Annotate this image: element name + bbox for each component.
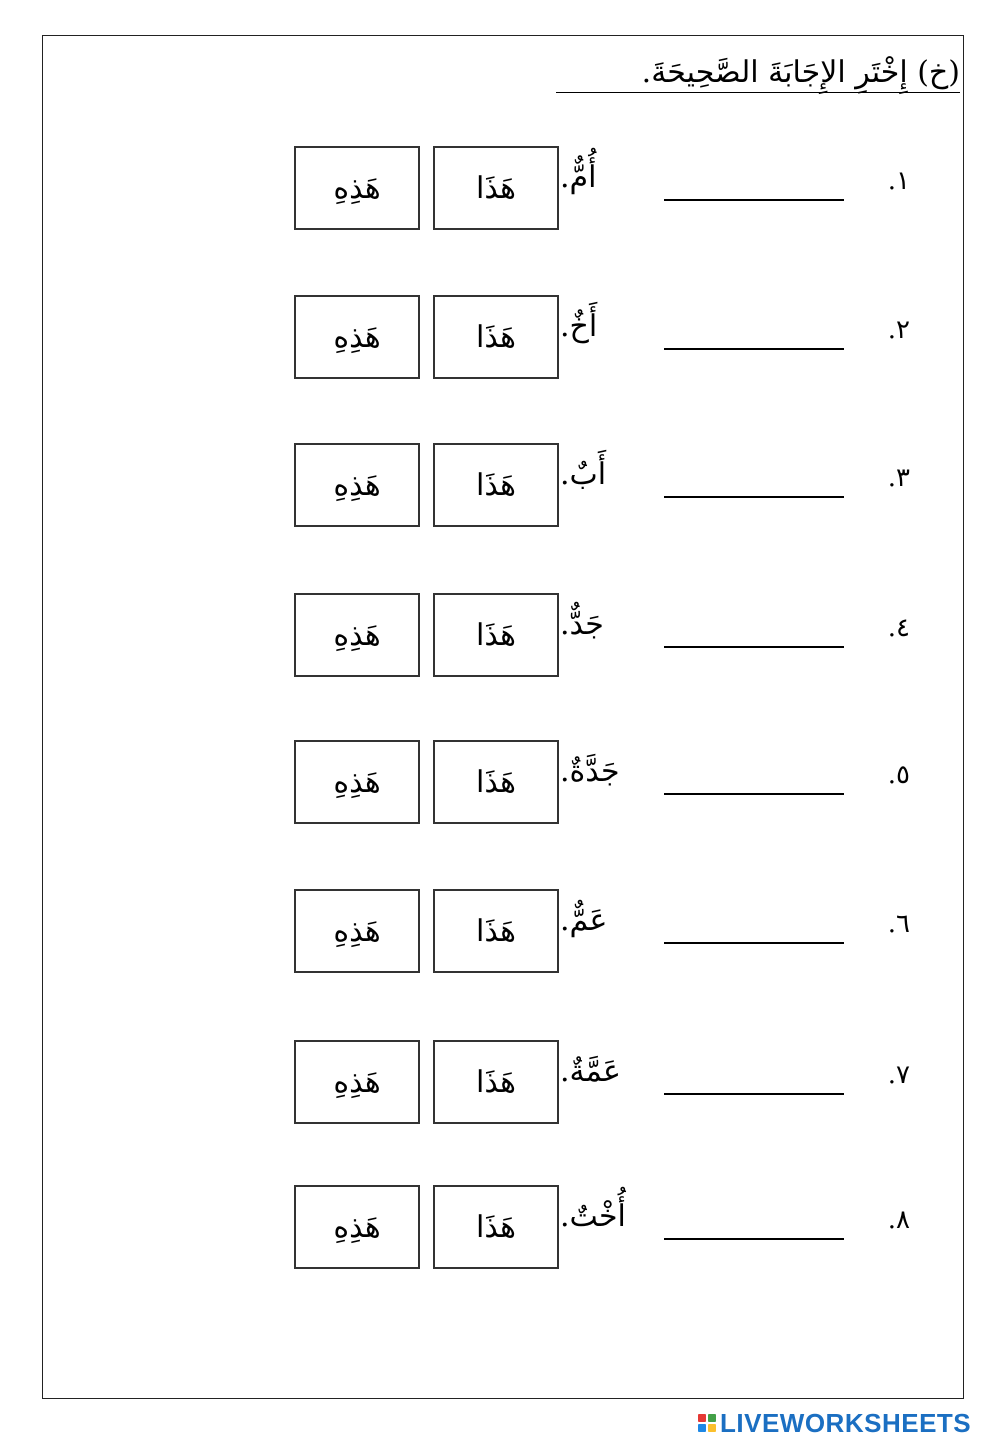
question-row-4: [0, 593, 1000, 679]
answer-blank: [664, 348, 844, 350]
question-word: جَدَّةٌ.: [560, 754, 620, 789]
answer-blank: [664, 1238, 844, 1240]
question-number: ١.: [887, 166, 910, 196]
answer-blank: [664, 199, 844, 201]
question-number: ٨.: [887, 1205, 910, 1235]
question-word: أَبٌ.: [560, 457, 607, 492]
option-hathihi-button[interactable]: هَذِهِ: [294, 593, 420, 677]
option-hathihi-button[interactable]: هَذِهِ: [294, 1185, 420, 1269]
option-hathihi-button[interactable]: هَذِهِ: [294, 295, 420, 379]
question-word: عَمٌّ.: [560, 903, 608, 938]
logo-square: [698, 1424, 706, 1432]
option-hathihi-button[interactable]: هَذِهِ: [294, 443, 420, 527]
option-hatha-button[interactable]: هَذَا: [433, 295, 559, 379]
option-hatha-button[interactable]: هَذَا: [433, 443, 559, 527]
question-word: عَمَّةٌ.: [560, 1054, 621, 1089]
question-word: أُخْتٌ.: [560, 1199, 626, 1234]
option-hatha-button[interactable]: هَذَا: [433, 1040, 559, 1124]
answer-blank: [664, 496, 844, 498]
option-hathihi-button[interactable]: هَذِهِ: [294, 1040, 420, 1124]
option-hatha-button[interactable]: هَذَا: [433, 740, 559, 824]
answer-blank: [664, 1093, 844, 1095]
heading-underline: [556, 92, 960, 93]
question-row-2: [0, 295, 1000, 381]
question-row-1: [0, 146, 1000, 232]
answer-blank: [664, 646, 844, 648]
question-number: ٦.: [887, 909, 910, 939]
option-hatha-button[interactable]: هَذَا: [433, 889, 559, 973]
question-word: أَخٌ.: [560, 309, 598, 344]
question-number: ٢.: [887, 315, 910, 345]
question-number: ٧.: [887, 1060, 910, 1090]
instruction-heading: (خ) إِخْتَرِ الإِجَابَةَ الصَّحِيحَةَ.: [641, 55, 960, 90]
question-number: ٥.: [887, 760, 910, 790]
logo-square: [708, 1414, 716, 1422]
option-hathihi-button[interactable]: هَذِهِ: [294, 889, 420, 973]
question-row-6: [0, 889, 1000, 975]
answer-blank: [664, 942, 844, 944]
liveworksheets-logo[interactable]: [698, 1409, 971, 1437]
question-row-5: [0, 740, 1000, 826]
question-row-7: [0, 1040, 1000, 1126]
question-row-3: [0, 443, 1000, 529]
question-row-8: [0, 1185, 1000, 1271]
option-hathihi-button[interactable]: هَذِهِ: [294, 740, 420, 824]
question-number: ٣.: [887, 463, 910, 493]
logo-square: [708, 1424, 716, 1432]
answer-blank: [664, 793, 844, 795]
option-hatha-button[interactable]: هَذَا: [433, 1185, 559, 1269]
logo-text: LIVEWORKSHEETS: [720, 1407, 972, 1438]
logo-square: [698, 1414, 706, 1422]
question-number: ٤.: [887, 613, 910, 643]
question-word: أُمٌّ.: [560, 160, 597, 195]
option-hathihi-button[interactable]: هَذِهِ: [294, 146, 420, 230]
option-hatha-button[interactable]: هَذَا: [433, 593, 559, 677]
option-hatha-button[interactable]: هَذَا: [433, 146, 559, 230]
question-word: جَدٌّ.: [560, 607, 604, 642]
logo-squares-icon: [698, 1414, 716, 1432]
